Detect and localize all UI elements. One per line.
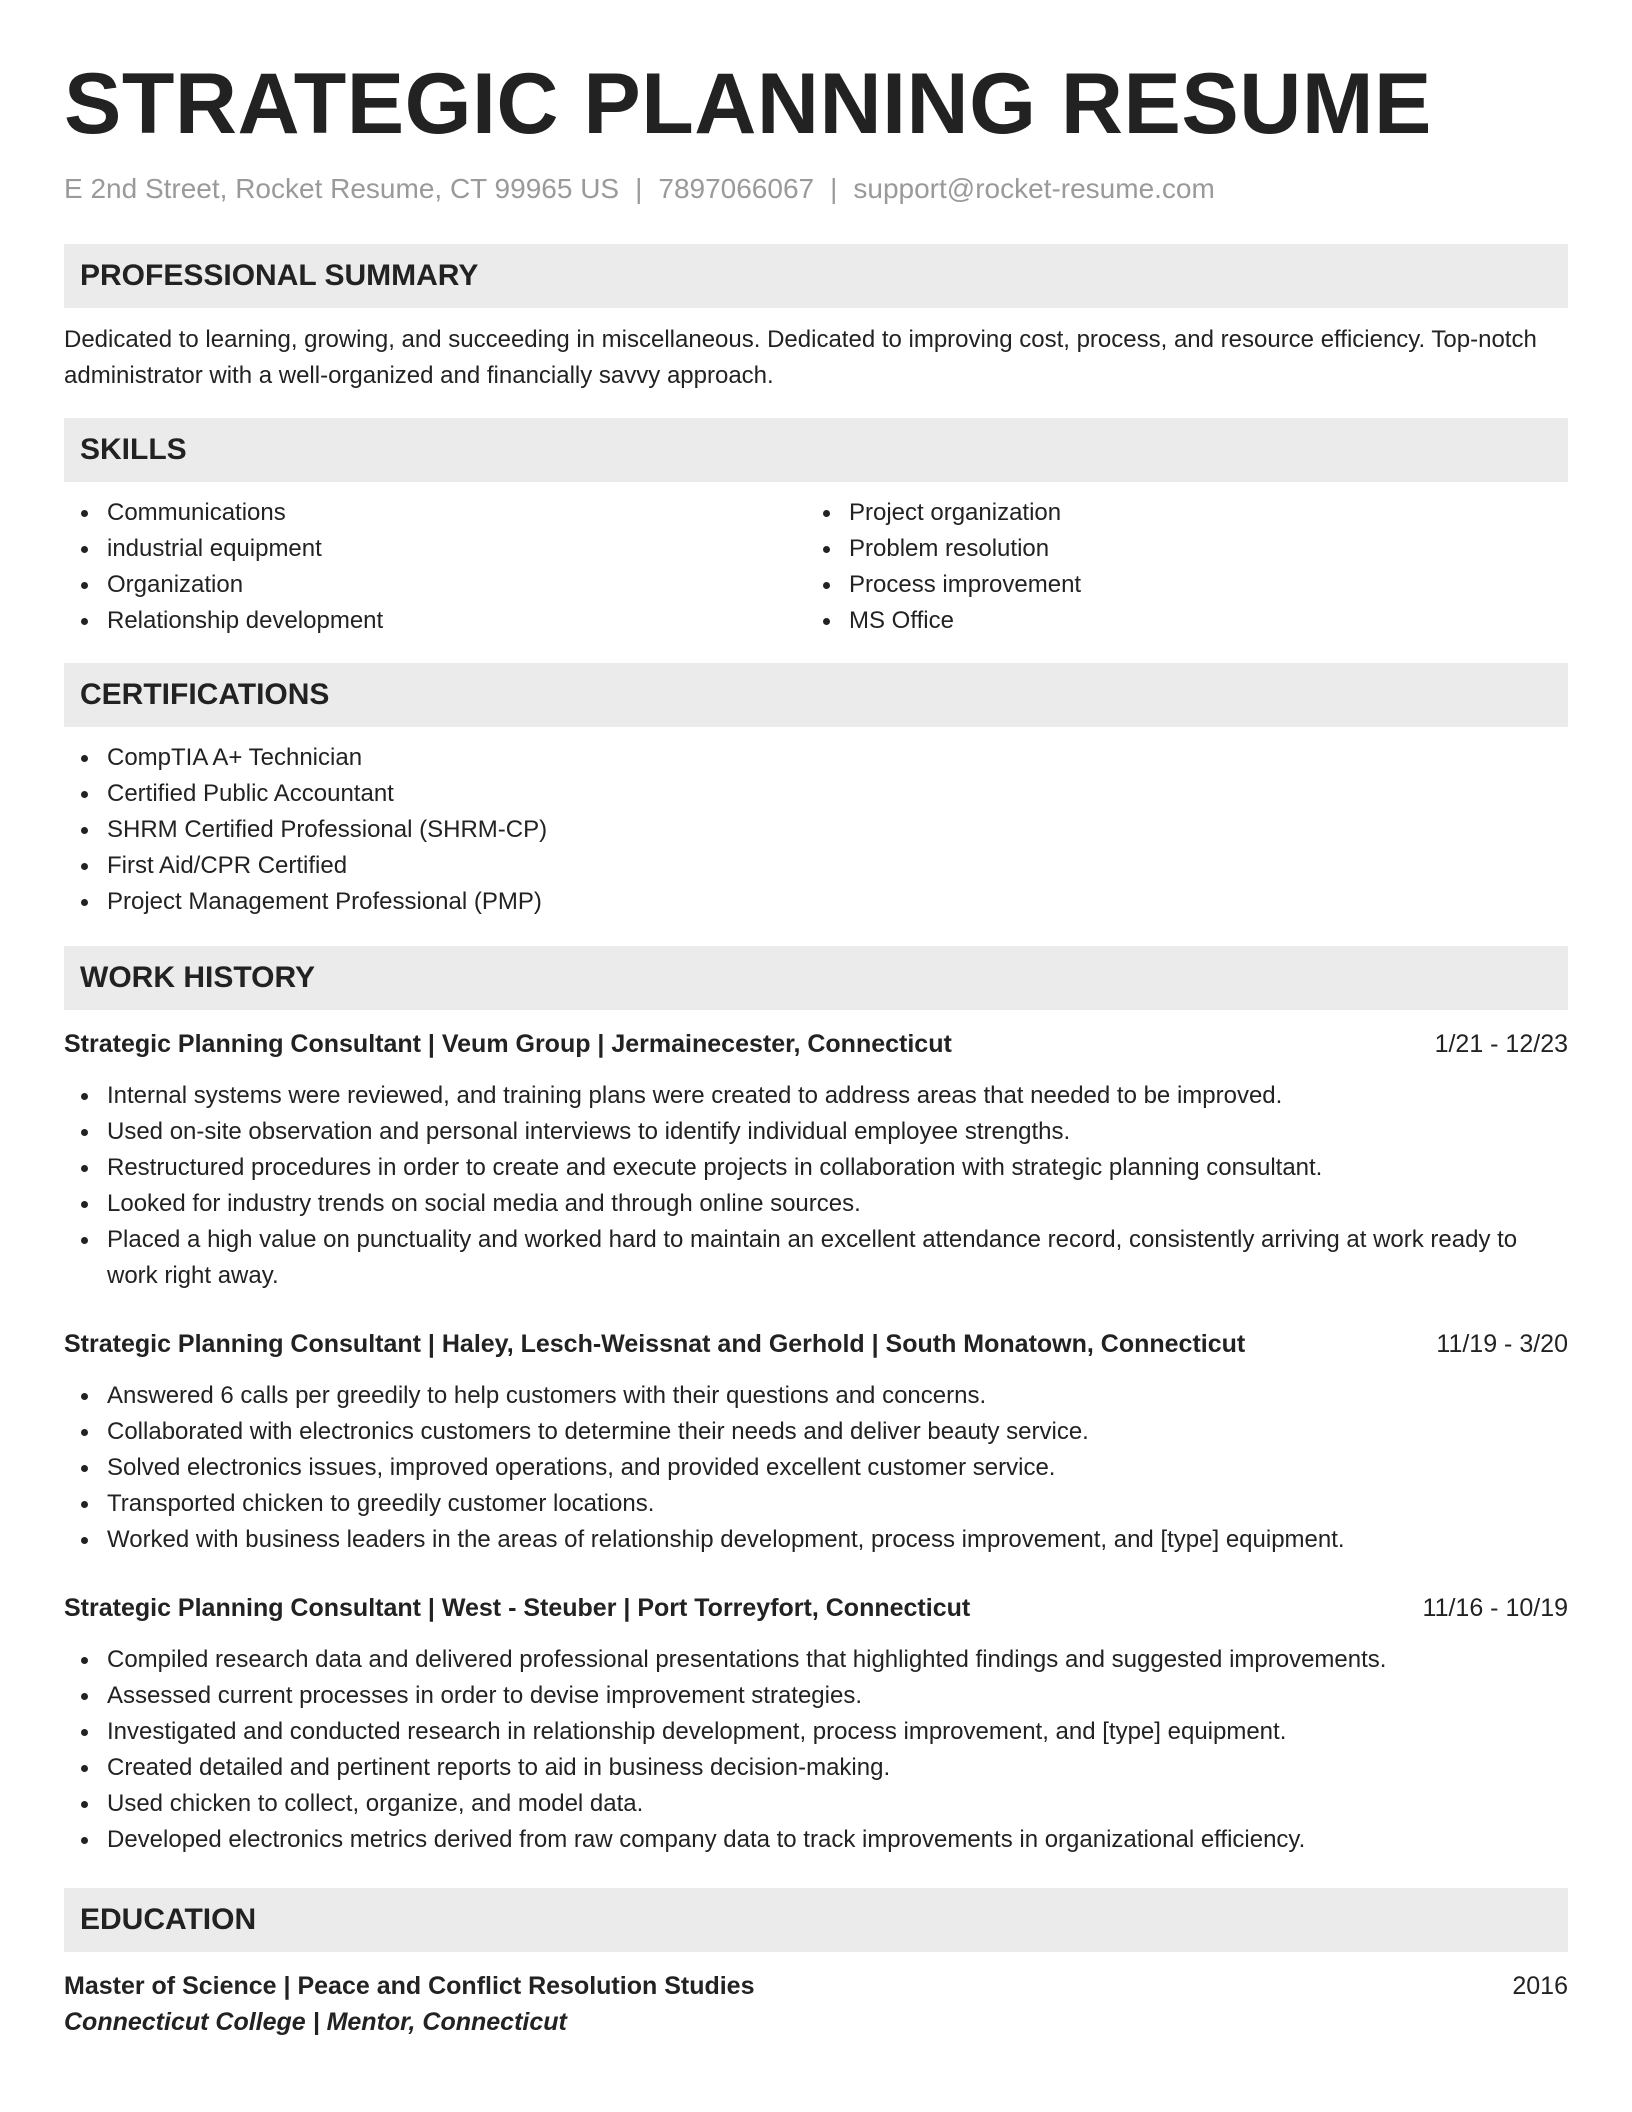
job-header	[64, 1326, 1568, 1362]
job-bullets	[64, 1642, 1568, 1858]
job-bullet: Investigated and conducted research in relationship development, process improvement, and [type] equipment.	[107, 1714, 1568, 1750]
job-dates: 11/16 - 10/19	[1422, 1594, 1568, 1622]
section-header-certifications: CERTIFICATIONS	[64, 663, 1568, 727]
job-bullet: Used chicken to collect, organize, and model data.	[107, 1786, 1568, 1822]
job-entry	[64, 1026, 1568, 1294]
skill-item: MS Office	[849, 603, 1568, 639]
job-title: Strategic Planning Consultant | Veum Group | Jermainecester, Connecticut	[64, 1030, 952, 1058]
job-header	[64, 1590, 1568, 1626]
job-bullet: Created detailed and pertinent reports to aid in business decision-making.	[107, 1750, 1568, 1786]
certification-item: CompTIA A+ Technician	[107, 740, 1568, 776]
job-bullet: Restructured procedures in order to create and execute projects in collaboration with strategic planning consultant.	[107, 1150, 1568, 1186]
separator: |	[830, 173, 838, 204]
certification-item: Certified Public Accountant	[107, 776, 1568, 812]
section-header-education: EDUCATION	[64, 1888, 1568, 1952]
job-bullet: Looked for industry trends on social media and through online sources.	[107, 1186, 1568, 1222]
job-bullet: Placed a high value on punctuality and worked hard to maintain an excellent attendance record, consistently arriving at work ready to work right away.	[107, 1222, 1568, 1294]
education-school: Connecticut College | Mentor, Connecticut	[64, 2008, 567, 2036]
certification-item: SHRM Certified Professional (SHRM-CP)	[107, 812, 1568, 848]
job-bullet: Answered 6 calls per greedily to help customers with their questions and concerns.	[107, 1378, 1568, 1414]
job-bullets	[64, 1078, 1568, 1294]
contact-line	[64, 172, 1568, 206]
job-entry	[64, 1326, 1568, 1558]
skill-item: Organization	[107, 567, 806, 603]
skills-column-left	[64, 495, 806, 639]
skill-item: Relationship development	[107, 603, 806, 639]
job-bullet: Internal systems were reviewed, and training plans were created to address areas that needed to be improved.	[107, 1078, 1568, 1114]
certification-item: First Aid/CPR Certified	[107, 848, 1568, 884]
job-bullet: Collaborated with electronics customers to determine their needs and deliver beauty service.	[107, 1414, 1568, 1450]
education-header	[64, 1968, 1568, 2004]
job-bullet: Used on-site observation and personal interviews to identify individual employee strengths.	[107, 1114, 1568, 1150]
job-bullet: Solved electronics issues, improved operations, and provided excellent customer service.	[107, 1450, 1568, 1486]
section-header-work-history: WORK HISTORY	[64, 946, 1568, 1010]
job-header	[64, 1026, 1568, 1062]
section-header-skills: SKILLS	[64, 418, 1568, 482]
education-degree: Master of Science | Peace and Conflict Resolution Studies	[64, 1972, 755, 2000]
job-bullets	[64, 1378, 1568, 1558]
certification-item: Project Management Professional (PMP)	[107, 884, 1568, 920]
education-year: 2016	[1512, 1972, 1568, 2000]
section-header-summary: PROFESSIONAL SUMMARY	[64, 244, 1568, 308]
email-link[interactable]: support@rocket-resume.com	[853, 173, 1215, 204]
job-bullet: Assessed current processes in order to devise improvement strategies.	[107, 1678, 1568, 1714]
skill-item: industrial equipment	[107, 531, 806, 567]
job-bullet: Transported chicken to greedily customer locations.	[107, 1486, 1568, 1522]
job-title: Strategic Planning Consultant | West - Steuber | Port Torreyfort, Connecticut	[64, 1594, 971, 1622]
resume-title: STRATEGIC PLANNING RESUME	[64, 56, 1432, 152]
job-bullet: Worked with business leaders in the areas of relationship development, process improvement, and [type] equipment.	[107, 1522, 1568, 1558]
job-entry	[64, 1590, 1568, 1858]
phone: 7897066067	[658, 173, 815, 204]
skill-item: Project organization	[849, 495, 1568, 531]
certifications-list	[64, 740, 1568, 920]
skill-item: Process improvement	[849, 567, 1568, 603]
skills-grid	[64, 495, 1568, 639]
job-dates: 1/21 - 12/23	[1434, 1030, 1568, 1058]
skill-item: Communications	[107, 495, 806, 531]
job-title: Strategic Planning Consultant | Haley, Lesch-Weissnat and Gerhold | South Monatown, Connecticut	[64, 1330, 1246, 1358]
skills-column-right	[806, 495, 1568, 639]
address: E 2nd Street, Rocket Resume, CT 99965 US	[64, 173, 620, 204]
job-dates: 11/19 - 3/20	[1436, 1330, 1568, 1358]
skill-item: Problem resolution	[849, 531, 1568, 567]
summary-text: Dedicated to learning, growing, and succeeding in miscellaneous. Dedicated to improving cost, process, and resource efficiency. Top-notch administrator with a well-organized and financially savvy approach.	[64, 326, 1537, 389]
education-entry	[64, 1968, 1568, 2040]
separator: |	[635, 173, 643, 204]
job-bullet: Developed electronics metrics derived from raw company data to track improvements in organizational efficiency.	[107, 1822, 1568, 1858]
job-bullet: Compiled research data and delivered professional presentations that highlighted findings and suggested improvements.	[107, 1642, 1568, 1678]
